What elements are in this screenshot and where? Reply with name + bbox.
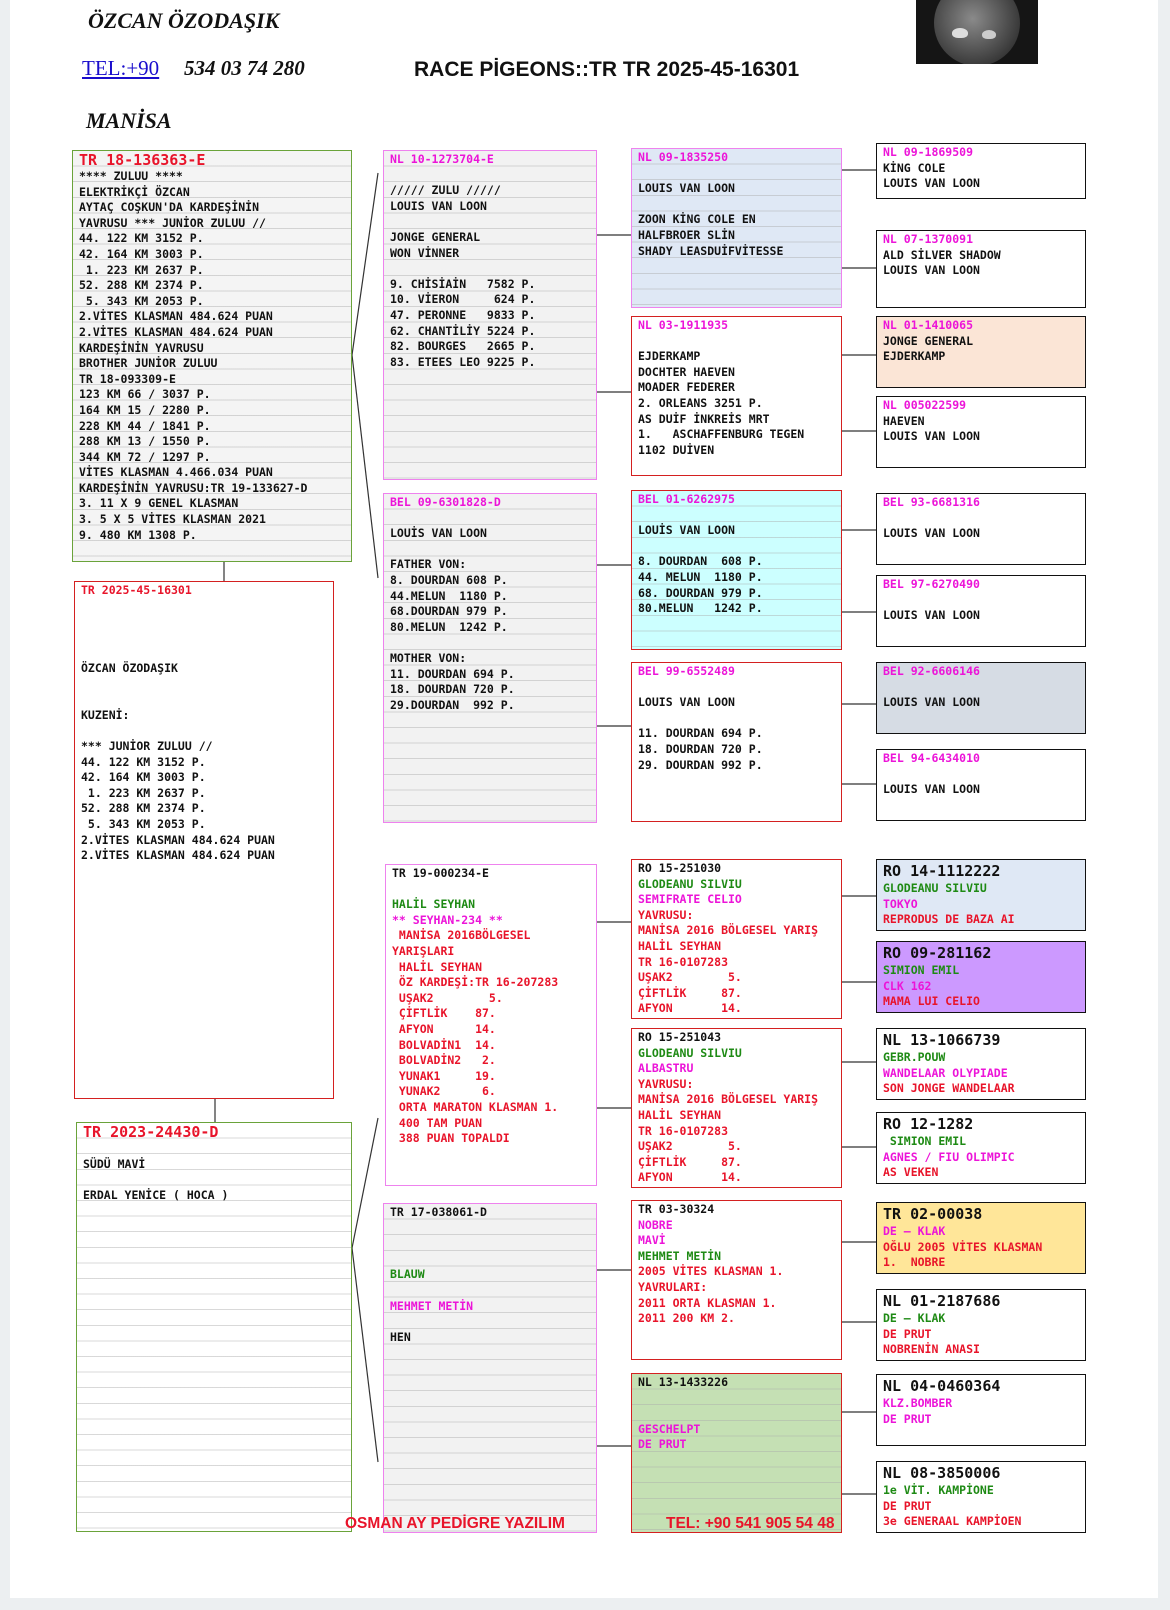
ring-number: NL 08-3850006 xyxy=(883,1464,1001,1482)
pedigree-line: 10. VİERON 624 P. xyxy=(390,292,536,307)
pedigree-line: VİTES KLASMAN 4.466.034 PUAN xyxy=(79,465,273,480)
pedigree-line xyxy=(81,630,327,646)
pedigree-line xyxy=(638,166,835,182)
pedigree-line xyxy=(883,511,1079,527)
pedigree-line xyxy=(638,1406,835,1422)
ring-number: BEL 09-6301828-D xyxy=(390,495,501,509)
pedigree-line xyxy=(390,261,590,277)
footer-software: OSMAN AY PEDİGRE YAZILIM xyxy=(345,1515,565,1532)
pedigree-line: AS VEKEN xyxy=(883,1165,939,1180)
pedigree-line: BLAUW xyxy=(390,1267,425,1282)
ring-number: NL 01-1410065 xyxy=(883,318,974,332)
pedigree-line: BOLVADİN2 2. xyxy=(392,1053,496,1068)
pedigree-line: LOUIS VAN LOON xyxy=(638,181,735,196)
ring-number: NL 005022599 xyxy=(883,398,967,412)
pedigree-line: 1102 DUİVEN xyxy=(638,442,715,457)
pedigree-line: HALİL SEYHAN xyxy=(392,897,476,912)
pedigree-line: 29.DOURDAN 992 P. xyxy=(390,697,515,712)
pedigree-box-dd xyxy=(383,1203,597,1533)
pedigree-line xyxy=(390,1314,590,1330)
pedigree-box-ddd xyxy=(631,1373,842,1533)
pedigree-line: MOTHER VON: xyxy=(390,650,467,665)
pedigree-line: 44. 122 KM 3152 P. xyxy=(79,231,204,246)
pedigree-line xyxy=(638,197,835,213)
pedigree-line: 44.MELUN 1180 P. xyxy=(390,588,508,603)
pedigree-line: 47. PERONNE 9833 P. xyxy=(390,307,536,322)
pedigree-line: 52. 288 KM 2374 P. xyxy=(79,278,204,293)
pedigree-line: DOCHTER HAEVEN xyxy=(638,364,735,379)
pedigree-line: ORTA MARATON KLASMAN 1. xyxy=(392,1099,559,1114)
pedigree-box-g4 xyxy=(876,396,1086,468)
pedigree-box-g15 xyxy=(876,1374,1086,1446)
ring-number: BEL 97-6270490 xyxy=(883,577,980,591)
ring-number: BEL 92-6606146 xyxy=(883,664,980,678)
pedigree-line: 2.VİTES KLASMAN 484.624 PUAN xyxy=(81,848,275,863)
pedigree-line: 68.DOURDAN 979 P. xyxy=(390,604,508,619)
pedigree-line xyxy=(883,767,1079,783)
pedigree-line: 2.VİTES KLASMAN 484.624 PUAN xyxy=(79,324,273,339)
ring-number: TR 18-136363-E xyxy=(79,151,206,169)
pedigree-line: NOBRE xyxy=(638,1217,673,1232)
pedigree-line: ** SEYHAN-234 ** xyxy=(392,912,503,927)
pedigree-line: ALBASTRU xyxy=(638,1061,694,1076)
pedigree-line: KARDEŞİNİN YAVRUSU xyxy=(79,340,204,355)
pedigree-line: DE PRUT xyxy=(638,1437,687,1452)
pedigree-box-ssd xyxy=(631,316,842,476)
ring-number: NL 04-0460364 xyxy=(883,1377,1001,1395)
pedigree-line: 68. DOURDAN 979 P. xyxy=(638,585,763,600)
pedigree-box-g13 xyxy=(876,1202,1086,1274)
pedigree-line: BROTHER JUNİOR ZULUU xyxy=(79,356,218,371)
pedigree-line: 2.VİTES KLASMAN 484.624 PUAN xyxy=(81,832,275,847)
pedigree-line: 9. 480 KM 1308 P. xyxy=(79,527,197,542)
pedigree-line: LOUIS VAN LOON xyxy=(883,782,980,797)
pedigree-line xyxy=(390,542,590,558)
pedigree-box-g16 xyxy=(876,1461,1086,1533)
ring-number: NL 09-1835250 xyxy=(638,150,729,164)
pedigree-box-g6 xyxy=(876,575,1086,647)
pedigree-box-g2 xyxy=(876,230,1086,308)
pedigree-box-sire xyxy=(72,150,352,562)
pedigree-box-g11 xyxy=(876,1028,1086,1100)
pedigree-line xyxy=(83,1172,345,1188)
pedigree-line: AGNES / FIU OLIMPIC xyxy=(883,1149,1015,1164)
pedigree-line xyxy=(390,1236,590,1252)
pedigree-line: ///// ZULU ///// xyxy=(390,183,501,198)
pedigree-line: DE – KLAK xyxy=(883,1224,946,1238)
pedigree-line: AFYON 14. xyxy=(638,1001,742,1016)
ring-number: RO 12-1282 xyxy=(883,1115,974,1133)
pedigree-line: LOUIS VAN LOON xyxy=(638,695,735,710)
pedigree-line xyxy=(81,723,327,739)
tel-link[interactable]: TEL:+90 xyxy=(82,56,160,80)
pedigree-line: 5. 343 KM 2053 P. xyxy=(79,293,204,308)
pedigree-line: ZOON KİNG COLE EN xyxy=(638,212,756,227)
pedigree-line: ERDAL YENİCE ( HOCA ) xyxy=(83,1187,229,1202)
footer-tel: TEL: +90 541 905 54 48 xyxy=(666,1515,835,1532)
pedigree-line: UŞAK2 5. xyxy=(638,970,742,985)
ring-number: RO 15-251030 xyxy=(638,861,722,875)
pedigree-line: LOUIS VAN LOON xyxy=(883,263,980,278)
ring-number: TR 03-30324 xyxy=(638,1202,715,1216)
pedigree-line: 123 KM 66 / 3037 P. xyxy=(79,387,211,402)
pedigree-line: YAVRUSU *** JUNİOR ZULUU // xyxy=(79,215,266,230)
pedigree-line: WON VİNNER xyxy=(390,245,460,260)
pedigree-line: 83. ETEES LEO 9225 P. xyxy=(390,354,536,369)
pedigree-line: KLZ.BOMBER xyxy=(883,1396,953,1410)
pedigree-line: 2011 200 KM 2. xyxy=(638,1311,735,1326)
pedigree-line: LOUİS VAN LOON xyxy=(638,523,735,538)
pedigree-line xyxy=(390,214,590,230)
pedigree-line: MEHMET METİN xyxy=(390,1298,474,1313)
pedigree-line: 1. NOBRE xyxy=(883,1255,946,1270)
pedigree-line xyxy=(390,1283,590,1299)
pedigree-line: MAMA LUI CELIO xyxy=(883,994,980,1009)
pedigree-line: TR 16-0107283 xyxy=(638,954,729,969)
ring-number: NL 10-1273704-E xyxy=(390,152,494,166)
pedigree-box-dam xyxy=(76,1122,352,1532)
pedigree-line: LOUIS VAN LOON xyxy=(883,526,980,541)
pedigree-line: AS DUİF İNKREİS MRT xyxy=(638,411,770,426)
pedigree-line: FATHER VON: xyxy=(390,557,467,572)
pedigree-line: HALİL SEYHAN xyxy=(638,938,722,953)
pedigree-line: YAVRULARI: xyxy=(638,1279,708,1294)
pedigree-line: KUZENİ: xyxy=(81,707,130,722)
pedigree-line xyxy=(81,614,327,630)
pedigree-line: ALD SİLVER SHADOW xyxy=(883,247,1001,262)
pedigree-line: ÇİFTLİK 87. xyxy=(638,1154,742,1169)
pedigree-line: MANİSA 2016 BÖLGESEL YARIŞ xyxy=(638,923,819,938)
pedigree-line xyxy=(390,168,590,184)
pedigree-line: 9. CHİSİAİN 7582 P. xyxy=(390,276,536,291)
pedigree-line xyxy=(390,511,590,527)
pedigree-line: DE PRUT xyxy=(883,1411,932,1426)
pedigree-line: 18. DOURDAN 720 P. xyxy=(390,682,515,697)
pedigree-line: HALİL SEYHAN xyxy=(638,1107,722,1122)
pedigree-line: DE PRUT xyxy=(883,1498,932,1513)
pedigree-line: 82. BOURGES 2665 P. xyxy=(390,339,536,354)
page-title: RACE PİGEONS::TR TR 2025-45-16301 xyxy=(414,58,800,81)
pedigree-line: UŞAK2 5. xyxy=(392,990,503,1005)
pedigree-line: 1. 223 KM 2637 P. xyxy=(81,785,206,800)
ring-number: BEL 94-6434010 xyxy=(883,751,980,765)
pedigree-line: 1. 223 KM 2637 P. xyxy=(79,262,204,277)
pedigree-box-ss xyxy=(383,150,597,480)
pedigree-line: CLK 162 xyxy=(883,978,932,993)
pedigree-box-g10 xyxy=(876,941,1086,1013)
ring-number: RO 14-1112222 xyxy=(883,862,1001,880)
pedigree-line: BOLVADİN1 14. xyxy=(392,1037,496,1052)
ring-number: TR 2023-24430-D xyxy=(83,1123,219,1141)
pedigree-line: 29. DOURDAN 992 P. xyxy=(638,757,763,772)
pedigree-line: 400 TAM PUAN xyxy=(392,1115,483,1130)
pedigree-line: JONGE GENERAL xyxy=(883,333,974,348)
pedigree-line: 62. CHANTİLİY 5224 P. xyxy=(390,323,536,338)
pedigree-line: 2011 ORTA KLASMAN 1. xyxy=(638,1295,777,1310)
pedigree-line: WANDELAAR OLYPIADE xyxy=(883,1065,1008,1080)
pedigree-line xyxy=(390,635,590,651)
pedigree-line: 11. DOURDAN 694 P. xyxy=(638,726,763,741)
pedigree-line: HALFBROER SLİN xyxy=(638,227,735,242)
ring-number: RO 09-281162 xyxy=(883,944,992,962)
pedigree-line: GESCHELPT xyxy=(638,1421,701,1436)
pedigree-box-dsd xyxy=(631,1028,842,1188)
pedigree-line: 44. 122 KM 3152 P. xyxy=(81,754,206,769)
pedigree-line: SIMION EMIL xyxy=(883,963,960,977)
pedigree-line: 8. DOURDAN 608 P. xyxy=(390,572,508,587)
pedigree-box-g5 xyxy=(876,493,1086,565)
pedigree-line: LOUIS VAN LOON xyxy=(883,608,980,623)
pedigree-line xyxy=(83,1141,345,1157)
pedigree-line: YARIŞLARI xyxy=(392,943,455,958)
pedigree-line xyxy=(638,334,835,350)
pedigree-line: 1e VİT. KAMPİONE xyxy=(883,1483,994,1497)
pedigree-line: MAVİ xyxy=(638,1233,666,1248)
pedigree-box-g1 xyxy=(876,143,1086,199)
pedigree-line: 18. DOURDAN 720 P. xyxy=(638,741,763,756)
pedigree-line: 8. DOURDAN 608 P. xyxy=(638,554,763,569)
pedigree-line: 3. 5 X 5 VİTES KLASMAN 2021 xyxy=(79,512,266,527)
pedigree-line: 11. DOURDAN 694 P. xyxy=(390,666,515,681)
pedigree-line: KİNG COLE xyxy=(883,160,946,175)
ring-number: BEL 99-6552489 xyxy=(638,664,735,678)
pedigree-line: NOBRENİN ANASI xyxy=(883,1342,980,1357)
pedigree-line: HAEVEN xyxy=(883,413,925,428)
pedigree-box-g3 xyxy=(876,316,1086,388)
pedigree-line: EJDERKAMP xyxy=(883,349,946,364)
pedigree-line: 388 PUAN TOPALDI xyxy=(392,1131,510,1146)
pedigree-line: ÇİFTLİK 87. xyxy=(638,985,742,1000)
ring-number: TR 17-038061-D xyxy=(390,1205,487,1219)
ring-number: TR 19-000234-E xyxy=(392,866,489,880)
pedigree-line: 80.MELUN 1242 P. xyxy=(638,601,763,616)
pedigree-line: DE – KLAK xyxy=(883,1311,946,1325)
pedigree-line: KARDEŞİNİN YAVRUSU:TR 19-133627-D xyxy=(79,480,308,495)
pedigree-line: 80.MELUN 1242 P. xyxy=(390,619,508,634)
pedigree-line: SIMION EMIL xyxy=(883,1134,967,1148)
pedigree-line xyxy=(81,599,327,615)
pedigree-line xyxy=(81,645,327,661)
pedigree-line: JONGE GENERAL xyxy=(390,229,481,244)
pedigree-line: LOUIS VAN LOON xyxy=(883,176,980,191)
pedigree-line: 288 KM 13 / 1550 P. xyxy=(79,434,211,449)
pedigree-line: MOADER FEDERER xyxy=(638,380,735,395)
pedigree-line: SÜDÜ MAVİ xyxy=(83,1156,146,1171)
pedigree-line: YUNAK1 19. xyxy=(392,1068,496,1083)
pedigree-box-g7 xyxy=(876,662,1086,734)
pedigree-line: GLODEANU SILVIU xyxy=(638,1045,742,1060)
pedigree-box-dds xyxy=(631,1200,842,1360)
pedigree-line: LOUIS VAN LOON xyxy=(883,429,980,444)
pedigree-line xyxy=(638,539,835,555)
pedigree-line: AFYON 14. xyxy=(392,1021,496,1036)
pedigree-line xyxy=(81,677,327,693)
ring-number: TR 02-00038 xyxy=(883,1205,983,1223)
pedigree-line: YAVRUSU: xyxy=(638,1076,694,1091)
pedigree-line: AYTAÇ COŞKUN'DA KARDEŞİNİN xyxy=(79,200,260,215)
pedigree-line: *** JUNİOR ZULUU // xyxy=(81,738,213,753)
pedigree-box-g8 xyxy=(876,749,1086,821)
pedigree-line: REPRODUS DE BAZA AI xyxy=(883,912,1015,927)
pedigree-line: TR 16-0107283 xyxy=(638,1123,729,1138)
pedigree-line: MANİSA 2016 BÖLGESEL YARIŞ xyxy=(638,1092,819,1107)
pedigree-line: MEHMET METİN xyxy=(638,1248,722,1263)
pedigree-box-sds xyxy=(631,490,842,650)
pedigree-line: SHADY LEASDUİFVİTESSE xyxy=(638,243,784,258)
pedigree-line: ÖZCAN ÖZODAŞIK xyxy=(81,660,178,675)
pedigree-line: GLODEANU SILVIU xyxy=(883,881,987,895)
pedigree-line: MANİSA 2016BÖLGESEL xyxy=(392,928,531,943)
pedigree-line: YAVRUSU: xyxy=(638,907,694,922)
pedigree-line: 228 KM 44 / 1841 P. xyxy=(79,418,211,433)
pedigree-line: LOUIS VAN LOON xyxy=(390,198,487,213)
pedigree-box-sss xyxy=(631,148,842,308)
pedigree-line: 1. ASCHAFFENBURG TEGEN xyxy=(638,427,805,442)
pedigree-line xyxy=(638,680,835,696)
pedigree-line: 5. 343 KM 2053 P. xyxy=(81,816,206,831)
ring-number: NL 01-2187686 xyxy=(883,1292,1001,1310)
pedigree-line: UŞAK2 5. xyxy=(638,1139,742,1154)
ring-number: NL 13-1433226 xyxy=(638,1375,729,1389)
breeder-city: MANİSA xyxy=(86,108,172,133)
ring-number: NL 09-1869509 xyxy=(883,145,974,159)
pedigree-line: 2005 VİTES KLASMAN 1. xyxy=(638,1264,784,1279)
pedigree-line: 3. 11 X 9 GENEL KLASMAN xyxy=(79,496,239,511)
pedigree-line: AFYON 14. xyxy=(638,1170,742,1185)
pedigree-box-sd xyxy=(383,493,597,823)
ring-number: RO 15-251043 xyxy=(638,1030,722,1044)
pedigree-line: SON JONGE WANDELAAR xyxy=(883,1081,1015,1096)
pedigree-line xyxy=(390,1221,590,1237)
pedigree-line: DE PRUT xyxy=(883,1326,932,1341)
pedigree-line: GLODEANU SILVIU xyxy=(638,876,742,891)
pedigree-line: 2. ORLEANS 3251 P. xyxy=(638,395,763,410)
pedigree-line: EJDERKAMP xyxy=(638,349,701,364)
pedigree-line: 344 KM 72 / 1297 P. xyxy=(79,449,211,464)
pedigree-line xyxy=(81,692,327,708)
pedigree-box-subject xyxy=(74,581,334,1099)
pedigree-line xyxy=(392,882,590,898)
pedigree-line: 52. 288 KM 2374 P. xyxy=(81,801,206,816)
pedigree-line: 2.VİTES KLASMAN 484.624 PUAN xyxy=(79,309,273,324)
pedigree-box-dss xyxy=(631,859,842,1019)
pedigree-line xyxy=(638,1391,835,1407)
pedigree-line: ELEKTRİKÇİ ÖZCAN xyxy=(79,184,190,199)
pedigree-line xyxy=(883,680,1079,696)
pedigree-line: 42. 164 KM 3003 P. xyxy=(79,246,204,261)
pedigree-box-g14 xyxy=(876,1289,1086,1361)
pedigree-line: 164 KM 15 / 2280 P. xyxy=(79,402,211,417)
pedigree-line: LOUİS VAN LOON xyxy=(390,526,487,541)
ring-number: NL 13-1066739 xyxy=(883,1031,1001,1049)
pedigree-line xyxy=(638,508,835,524)
pedigree-box-g12 xyxy=(876,1112,1086,1184)
ring-number: NL 07-1370091 xyxy=(883,232,974,246)
pedigree-line: ÖZ KARDEŞİ:TR 16-207283 xyxy=(392,975,559,990)
ring-number: BEL 01-6262975 xyxy=(638,492,735,506)
pedigree-line: YUNAK2 6. xyxy=(392,1084,496,1099)
pedigree-line: TOKYO xyxy=(883,896,918,911)
pedigree-line: HALİL SEYHAN xyxy=(392,959,483,974)
ring-number: TR 2025-45-16301 xyxy=(81,583,192,597)
pedigree-line xyxy=(390,1252,590,1268)
pedigree-box-sdd xyxy=(631,662,842,822)
pedigree-line: TR 18-093309-E xyxy=(79,371,176,386)
pedigree-line: 3e GENERAAL KAMPİOEN xyxy=(883,1514,1022,1529)
pedigree-box-g9 xyxy=(876,859,1086,931)
tel-number: 534 03 74 280 xyxy=(184,56,305,80)
pedigree-box-ds xyxy=(385,864,597,1186)
pedigree-line: **** ZULUU **** xyxy=(79,169,183,183)
pedigree-line: LOUIS VAN LOON xyxy=(883,695,980,710)
pedigree-line: GEBR.POUW xyxy=(883,1050,946,1064)
pedigree-line: 44. MELUN 1180 P. xyxy=(638,569,763,584)
ring-number: NL 03-1911935 xyxy=(638,318,729,332)
pedigree-line: 42. 164 KM 3003 P. xyxy=(81,770,206,785)
pedigree-line xyxy=(883,593,1079,609)
breeder-name: ÖZCAN ÖZODAŞIK xyxy=(88,8,280,33)
pedigree-line xyxy=(638,711,835,727)
ring-number: BEL 93-6681316 xyxy=(883,495,980,509)
pedigree-line: SEMIFRATE CELIO xyxy=(638,892,742,907)
pedigree-line: HEN xyxy=(390,1329,411,1344)
pedigree-line: OĞLU 2005 VİTES KLASMAN xyxy=(883,1239,1043,1254)
pedigree-line: ÇİFTLİK 87. xyxy=(392,1006,496,1021)
